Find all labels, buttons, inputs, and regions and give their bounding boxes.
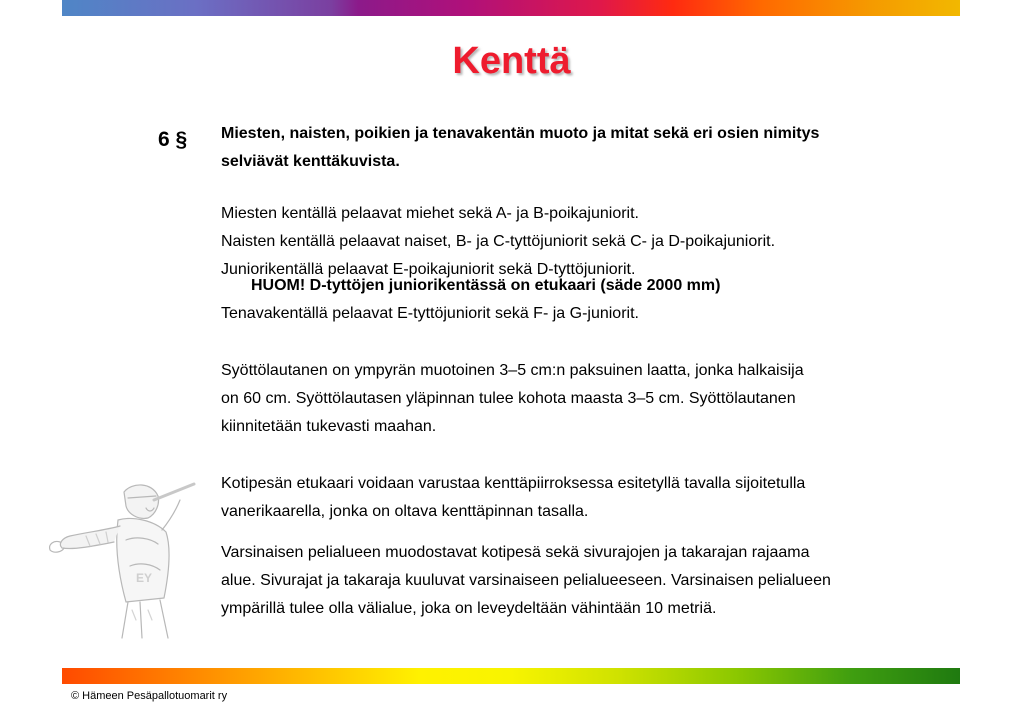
top-gradient-bar	[62, 0, 960, 16]
plate-paragraph-line: on 60 cm. Syöttölautasen yläpinnan tulee kohota maasta 3–5 cm. Syöttölautanen	[221, 390, 796, 407]
play-area-paragraph-line: ympärillä tulee olla välialue, joka on leveydeltään vähintään 10 metriä.	[221, 600, 717, 617]
play-area-paragraph-line: alue. Sivurajat ja takaraja kuuluvat varsinaiseen pelialueeseen. Varsinaisen pelialueen	[221, 572, 831, 589]
home-arc-paragraph-line: Kotipesän etukaari voidaan varustaa kenttäpiirroksessa esitetyllä tavalla sijoitetulla	[221, 475, 806, 492]
batter-illustration	[36, 470, 206, 640]
section-body	[221, 120, 941, 623]
section-number: 6 §	[158, 128, 188, 151]
plate-paragraph-line: kiinnitetään tukevasti maahan.	[221, 418, 437, 435]
footer-copyright: © Hämeen Pesäpallotuomarit ry	[71, 690, 228, 702]
plate-paragraph-line: Syöttölautanen on ympyrän muotoinen 3–5 cm:n paksuinen laatta, jonka halkaisija	[221, 362, 804, 379]
bottom-gradient-bar	[62, 668, 960, 684]
svg-text:EY: EY	[136, 571, 153, 585]
field-rule-kids: Tenavakentällä pelaavat E-tyttöjuniorit sekä F- ja G-juniorit.	[221, 305, 639, 322]
intro-line: selviävät kenttäkuvista.	[221, 153, 400, 170]
home-arc-paragraph-line: vanerikaarella, jonka on oltava kenttäpinnan tasalla.	[221, 503, 589, 520]
field-rule-women: Naisten kentällä pelaavat naiset, B- ja C-tyttöjuniorit sekä C- ja D-poikajuniorit.	[221, 233, 776, 250]
play-area-paragraph-line: Varsinaisen pelialueen muodostavat kotipesä sekä sivurajojen ja takarajan rajaama	[221, 544, 810, 561]
field-rule-men: Miesten kentällä pelaavat miehet sekä A- ja B-poikajuniorit.	[221, 205, 639, 222]
page-title: Kenttä	[452, 40, 571, 82]
junior-field-note: HUOM! D-tyttöjen juniorikentässä on etukaari (säde 2000 mm)	[251, 277, 721, 294]
intro-line: Miesten, naisten, poikien ja tenavakentän muoto ja mitat sekä eri osien nimitys	[221, 125, 820, 142]
field-rule-juniors: Juniorikentällä pelaavat E-poikajuniorit sekä D-tyttöjuniorit.	[221, 261, 636, 278]
